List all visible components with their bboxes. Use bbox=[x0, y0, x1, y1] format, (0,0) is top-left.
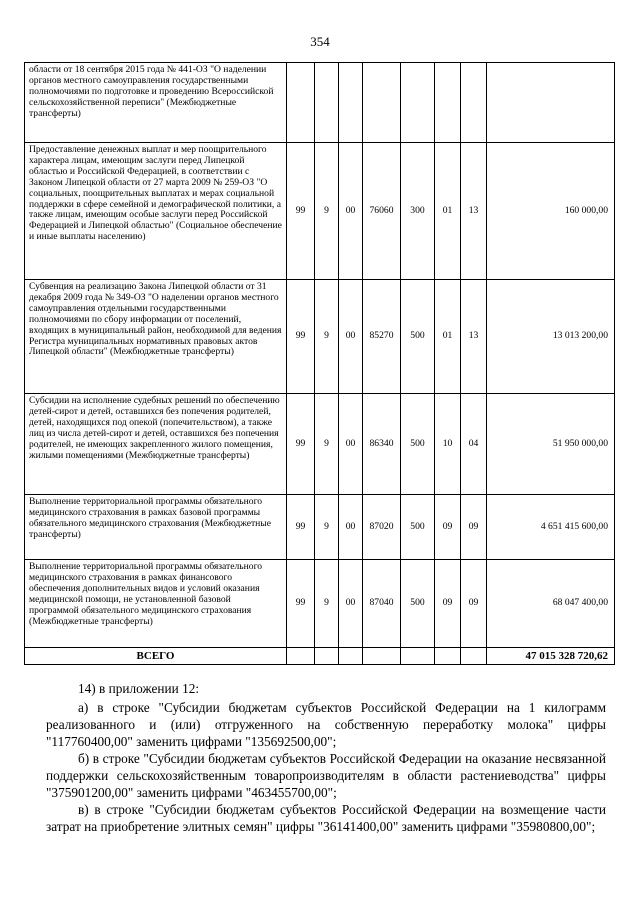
empty-cell bbox=[287, 648, 315, 665]
table-row bbox=[25, 63, 615, 143]
section-code: 09 bbox=[435, 560, 461, 648]
empty-cell bbox=[315, 648, 339, 665]
expense-type-code: 500 bbox=[401, 560, 435, 648]
event-code: 00 bbox=[339, 560, 363, 648]
table-row bbox=[25, 394, 615, 495]
amendment-text bbox=[46, 680, 606, 835]
amendment-item-b: б) в строке "Субсидии бюджетам субъектов Российской Федерации на оказание несвязанной поддержки сельскохозяйственным товаропроизводителям в области растениеводства" цифры "375901200,00" заменить цифрами "463455700,00"; bbox=[46, 751, 606, 800]
row-description: Выполнение территориальной программы обязательного медицинского страхования в рамках финансового обеспечения дополнительных видов и условий оказания медицинской помощи, не установленной базовой программой обязательного медицинского страхования (Межбюджетные трансферты) bbox=[25, 560, 287, 648]
empty-cell bbox=[461, 648, 487, 665]
subprogram-code: 9 bbox=[315, 394, 339, 495]
direction-code: 76060 bbox=[363, 143, 401, 280]
subsection-code: 04 bbox=[461, 394, 487, 495]
expense-type-code: 500 bbox=[401, 280, 435, 394]
expense-type-code: 500 bbox=[401, 495, 435, 560]
event-code: 00 bbox=[339, 495, 363, 560]
amendment-item-c: в) в строке "Субсидии бюджетам субъектов Российской Федерации на возмещение части затрат на приобретение элитных семян" цифры "36141400,00" заменить цифрами "35980800,00"; bbox=[46, 802, 606, 834]
direction-code: 85270 bbox=[363, 280, 401, 394]
event-code: 00 bbox=[339, 394, 363, 495]
direction-code: 87040 bbox=[363, 560, 401, 648]
amount: 51 950 000,00 bbox=[487, 394, 615, 495]
program-code: 99 bbox=[287, 560, 315, 648]
budget-table bbox=[24, 62, 615, 665]
event-code: 00 bbox=[339, 143, 363, 280]
row-description: Выполнение территориальной программы обязательного медицинского страхования в рамках базовой программы обязательного медицинского страхования (Межбюджетные трансферты) bbox=[25, 495, 287, 560]
table-row bbox=[25, 495, 615, 560]
table-row bbox=[25, 143, 615, 280]
total-label: ВСЕГО bbox=[25, 648, 287, 665]
subprogram-code: 9 bbox=[315, 280, 339, 394]
amount: 160 000,00 bbox=[487, 143, 615, 280]
amendment-heading: 14) в приложении 12: bbox=[78, 681, 200, 696]
program-code: 99 bbox=[287, 280, 315, 394]
subprogram-code: 9 bbox=[315, 560, 339, 648]
table-row bbox=[25, 560, 615, 648]
section-code bbox=[435, 63, 461, 143]
expense-type-code bbox=[401, 63, 435, 143]
direction-code: 87020 bbox=[363, 495, 401, 560]
subsection-code: 09 bbox=[461, 495, 487, 560]
row-description: Субвенция на реализацию Закона Липецкой области от 31 декабря 2009 года № 349-ОЗ "О наделении органов местного самоуправления отдельными государственными полномочиями по сбору информации от поселений, входящих в муниципальный район, необходимой для ведения Регистра муниципальных нормативных правовых актов Липецкой области" (Межбюджетные трансферты) bbox=[25, 280, 287, 394]
program-code bbox=[287, 63, 315, 143]
subsection-code: 09 bbox=[461, 560, 487, 648]
empty-cell bbox=[401, 648, 435, 665]
subsection-code: 13 bbox=[461, 280, 487, 394]
total-amount: 47 015 328 720,62 bbox=[487, 648, 615, 665]
empty-cell bbox=[339, 648, 363, 665]
row-description: Субсидии на исполнение судебных решений по обеспечению детей-сирот и детей, оставшихся без попечения родителей, детей, находящихся под опекой (попечительством), а также лиц из числа детей-сирот и детей, оставшихся без попечения родителей, не имеющих закрепленного жилого помещения, жилыми помещениями (Межбюджетные трансферты) bbox=[25, 394, 287, 495]
event-code bbox=[339, 63, 363, 143]
section-code: 10 bbox=[435, 394, 461, 495]
section-code: 01 bbox=[435, 280, 461, 394]
table-row bbox=[25, 280, 615, 394]
subprogram-code bbox=[315, 63, 339, 143]
direction-code: 86340 bbox=[363, 394, 401, 495]
expense-type-code: 500 bbox=[401, 394, 435, 495]
subsection-code bbox=[461, 63, 487, 143]
amount: 4 651 415 600,00 bbox=[487, 495, 615, 560]
amount: 68 047 400,00 bbox=[487, 560, 615, 648]
empty-cell bbox=[435, 648, 461, 665]
program-code: 99 bbox=[287, 394, 315, 495]
event-code: 00 bbox=[339, 280, 363, 394]
subsection-code: 13 bbox=[461, 143, 487, 280]
subprogram-code: 9 bbox=[315, 143, 339, 280]
program-code: 99 bbox=[287, 495, 315, 560]
page-number: 354 bbox=[310, 34, 330, 49]
total-row bbox=[25, 648, 615, 665]
amount bbox=[487, 63, 615, 143]
subprogram-code: 9 bbox=[315, 495, 339, 560]
row-description: Предоставление денежных выплат и мер поощрительного характера лицам, имеющим заслуги перед Липецкой областью и Российской Федерацией, в соответствии с Законом Липецкой области от 27 марта 2009 № 259-ОЗ "О социальных, поощрительных выплатах и мерах социальной поддержки в сфере семейной и демографической политики, а также лицам, имеющим особые заслуги перед Российской Федерацией и Липецкой областью" (Социальное обеспечение и иные выплаты населению) bbox=[25, 143, 287, 280]
section-code: 01 bbox=[435, 143, 461, 280]
direction-code bbox=[363, 63, 401, 143]
row-description: области от 18 сентября 2015 года № 441-ОЗ "О наделении органов местного самоуправления государственными полномочиями по подготовке и проведению Всероссийской сельскохозяйственной переписи" (Межбюджетные трансферты) bbox=[25, 63, 287, 143]
expense-type-code: 300 bbox=[401, 143, 435, 280]
amount: 13 013 200,00 bbox=[487, 280, 615, 394]
section-code: 09 bbox=[435, 495, 461, 560]
program-code: 99 bbox=[287, 143, 315, 280]
amendment-item-a: а) в строке "Субсидии бюджетам субъектов Российской Федерации на 1 килограмм реализованного и (или) отгруженного на собственную переработку молока" цифры "117760400,00" заменить цифрами "135692500,00"; bbox=[46, 700, 606, 749]
empty-cell bbox=[363, 648, 401, 665]
